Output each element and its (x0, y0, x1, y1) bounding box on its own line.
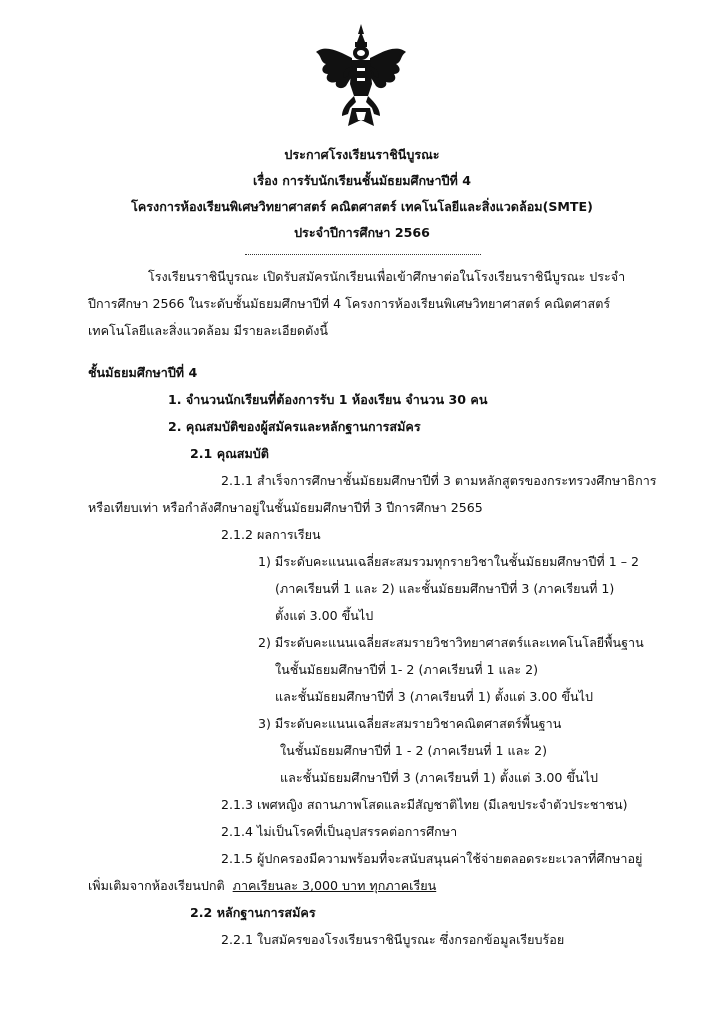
grade-req-2-line-3: และชั้นมัธยมศึกษาปีที่ 3 (ภาคเรียนที่ 1) ตั้งแต่ 3.00 ขึ้นไป (275, 689, 593, 704)
subject-line: เรื่อง การรับนักเรียนชั้นมัธยมศึกษาปีที่ 4 (253, 173, 471, 188)
grade-req-2-line-1: 2) มีระดับคะแนนเฉลี่ยสะสมรายวิชาวิทยาศาสตร์และเทคโนโลยีพื้นฐาน (258, 635, 644, 650)
clause-2-1-1-line-2: หรือเทียบเท่า หรือกำลังศึกษาอยู่ในชั้นมัธยมศึกษาปีที่ 3 ปีการศึกษา 2565 (88, 500, 483, 515)
grade-req-2-line-2: ในชั้นมัธยมศึกษาปีที่ 1- 2 (ภาคเรียนที่ 1 และ 2) (275, 662, 539, 677)
intro-line-1: โรงเรียนราชินีบูรณะ เปิดรับสมัครนักเรียนเพื่อเข้าศึกษาต่อในโรงเรียนราชินีบูรณะ ประจำ (148, 269, 626, 284)
grade-req-3-line-2: ในชั้นมัธยมศึกษาปีที่ 1 - 2 (ภาคเรียนที่ 1 และ 2) (280, 743, 548, 758)
announcement-title: ประกาศโรงเรียนราชินีบูรณะ (284, 147, 440, 162)
clause-2-1-5-line-1: 2.1.5 ผู้ปกครองมีความพร้อมที่จะสนับสนุนค่าใช้จ่ายตลอดระยะเวลาที่ศึกษาอยู่ (221, 851, 643, 866)
grade-req-1-line-2: (ภาคเรียนที่ 1 และ 2) และชั้นมัธยมศึกษาปีที่ 3 (ภาคเรียนที่ 1) (275, 581, 615, 596)
grade-req-3-line-3: และชั้นมัธยมศึกษาปีที่ 3 (ภาคเรียนที่ 1) ตั้งแต่ 3.00 ขึ้นไป (280, 770, 598, 785)
subsection-2-1: 2.1 คุณสมบัติ (190, 446, 269, 461)
intro-line-2: ปีการศึกษา 2566 ในระดับชั้นมัธยมศึกษาปีที่ 4 โครงการห้องเรียนพิเศษวิทยาศาสตร์ คณิตศาสตร์ (88, 296, 611, 311)
item-2-qualifications: 2. คุณสมบัติของผู้สมัครและหลักฐานการสมัคร (168, 419, 421, 434)
section-title: ชั้นมัธยมศึกษาปีที่ 4 (88, 365, 198, 380)
clause-2-1-5-text: เพิ่มเติมจากห้องเรียนปกติ (88, 878, 225, 893)
garuda-emblem-icon (312, 22, 410, 132)
grade-req-1-line-1: 1) มีระดับคะแนนเฉลี่ยสะสมรวมทุกรายวิชาในชั้นมัธยมศึกษาปีที่ 1 – 2 (258, 554, 640, 569)
grade-req-1-line-3: ตั้งแต่ 3.00 ขึ้นไป (275, 608, 374, 623)
academic-year-line: ประจำปีการศึกษา 2566 (294, 225, 430, 240)
item-1-student-quota: 1. จำนวนนักเรียนที่ต้องการรับ 1 ห้องเรียน จำนวน 30 คน (168, 392, 488, 407)
intro-line-3: เทคโนโลยีและสิ่งแวดล้อม มีรายละเอียดดังนี้ (88, 323, 329, 338)
grade-req-3-line-1: 3) มีระดับคะแนนเฉลี่ยสะสมรายวิชาคณิตศาสตร์พื้นฐาน (258, 716, 562, 731)
clause-2-1-5-line-2 (88, 877, 436, 895)
clause-2-1-3: 2.1.3 เพศหญิง สถานภาพโสดและมีสัญชาติไทย (มีเลขประจำตัวประชาชน) (221, 797, 628, 812)
program-line: โครงการห้องเรียนพิเศษวิทยาศาสตร์ คณิตศาสตร์ เทคโนโลยีและสิ่งแวดล้อม(SMTE) (131, 199, 593, 214)
clause-2-2-1: 2.2.1 ใบสมัครของโรงเรียนราชินีบูรณะ ซึ่งกรอกข้อมูลเรียบร้อย (221, 932, 565, 947)
dotted-separator (245, 254, 481, 255)
clause-2-1-2: 2.1.2 ผลการเรียน (221, 527, 321, 542)
clause-2-1-1-line-1: 2.1.1 สำเร็จการศึกษาชั้นมัธยมศึกษาปีที่ 3 ตามหลักสูตรของกระทรวงศึกษาธิการ (221, 473, 657, 488)
subsection-2-2: 2.2 หลักฐานการสมัคร (190, 905, 316, 920)
clause-2-1-4: 2.1.4 ไม่เป็นโรคที่เป็นอุปสรรคต่อการศึกษา (221, 824, 458, 839)
fee-underlined: ภาคเรียนละ 3,000 บาท ทุกภาคเรียน (232, 878, 437, 893)
